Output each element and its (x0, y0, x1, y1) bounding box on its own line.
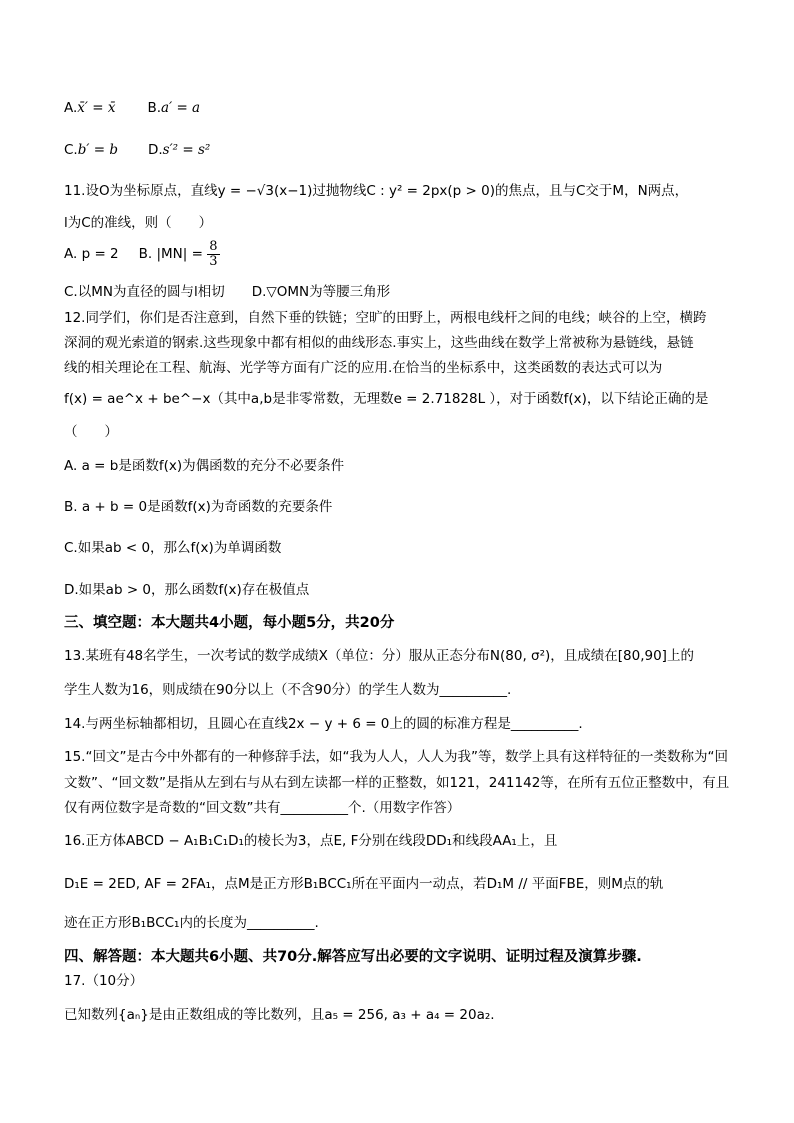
q13-line2: 学生人数为16，则成绩在90分以上（不含90分）的学生人数为__________. (64, 682, 512, 698)
q10-option-c-math: b′ = b (77, 142, 118, 158)
q12-option-a: A. a = b是函数f(x)为偶函数的充分不必要条件 (64, 458, 345, 474)
section3-heading: 三、填空题：本大题共4小题，每小题5分，共20分 (64, 615, 395, 631)
q12-line3: 线的相关理论在工程、航海、光学等方面有广泛的应用.在恰当的坐标系中，这类函数的表达式可以为 (64, 360, 663, 376)
section4-heading: 四、解答题：本大题共6小题、共70分.解答应写出必要的文字说明、证明过程及演算步骤. (64, 949, 642, 965)
q11-options-ab (64, 240, 220, 270)
q17-line1: 已知数列{aₙ}是由正数组成的等比数列，且a₅ = 256, a₃ + a₄ = 20a₂. (64, 1007, 495, 1023)
q17-header: 17.（10分） (64, 973, 144, 989)
q15-line1: 15.“回文”是古今中外都有的一种修辞手法，如“我为人人，人人为我”等，数学上具有这样特征的一类数称为“回 (64, 749, 728, 765)
q11-options-cd: C.以MN为直径的圆与l相切 D.▽OMN为等腰三角形 (64, 284, 391, 300)
q12-line2: 深洞的观光索道的钢索.这些现象中都有相似的曲线形态.事实上，这些曲线在数学上常被称为悬链线，悬链 (64, 335, 694, 351)
q15-line2: 文数”、“回文数”是指从左到右与从右到左读都一样的正整数，如121，241142等，在所有五位正整数中，有且 (64, 775, 730, 791)
q16-line1: 16.正方体ABCD − A₁B₁C₁D₁的棱长为3，点E, F分别在线段DD₁和线段AA₁上，且 (64, 833, 558, 849)
q10-option-a-label: A. (64, 100, 78, 116)
q12-line1: 12.同学们，你们是否注意到，自然下垂的铁链；空旷的田野上，两根电线杆之间的电线；峡谷的上空，横跨 (64, 310, 707, 326)
q15-line3: 仅有两位数字是奇数的“回文数”共有__________个.（用数字作答） (64, 800, 461, 816)
q12-option-b: B. a + b = 0是函数f(x)为奇函数的充要条件 (64, 499, 333, 515)
q14-line: 14.与两坐标轴都相切，且圆心在直线2x − y + 6 = 0上的圆的标准方程是__________. (64, 716, 583, 732)
q16-line3: 迹在正方形B₁BCC₁内的长度为__________. (64, 915, 319, 931)
q10-option-a-math: x̄′ = x̄ (77, 100, 116, 116)
q11-option-b-fraction (207, 240, 219, 270)
q10-options-row2 (64, 142, 210, 160)
q16-line2: D₁E = 2ED, AF = 2FA₁，点M是正方形B₁BCC₁所在平面内一动点，若D₁M // 平面FBE，则M点的轨 (64, 876, 664, 892)
q12-option-d: D.如果ab > 0，那么函数f(x)存在极值点 (64, 582, 310, 598)
q10-option-d-label: D. (147, 142, 163, 158)
q12-option-c: C.如果ab < 0，那么f(x)为单调函数 (64, 540, 282, 556)
q12-line4: f(x) = ae^x + be^−x（其中a,b是非零常数，无理数e = 2.71828L ），对于函数f(x)，以下结论正确的是 (64, 391, 709, 407)
q12-line5: （ ） (64, 424, 118, 440)
q10-options-row1 (64, 100, 200, 118)
q10-option-b-label: B. (147, 100, 162, 116)
q10-option-d-math: s′² = s² (162, 142, 211, 158)
q11-line2: l为C的准线，则（ ） (64, 215, 213, 231)
q13-line1: 13.某班有48名学生，一次考试的数学成绩X（单位：分）服从正态分布N(80, σ²)，且成绩在[80,90]上的 (64, 648, 694, 664)
q10-option-c-label: C. (64, 142, 78, 158)
q11-option-a: A. p = 2 (64, 246, 119, 263)
q11-option-b-prefix: B. |MN| = (138, 246, 203, 263)
q11-line1: 11.设O为坐标原点，直线y = −√3(x−1)过抛物线C : y² = 2px(p > 0)的焦点，且与C交于M，N两点， (64, 183, 689, 199)
fraction-numerator: 8 (209, 239, 218, 254)
q10-option-b-math: a′ = a (161, 100, 201, 116)
fraction-denominator: 3 (209, 254, 218, 270)
